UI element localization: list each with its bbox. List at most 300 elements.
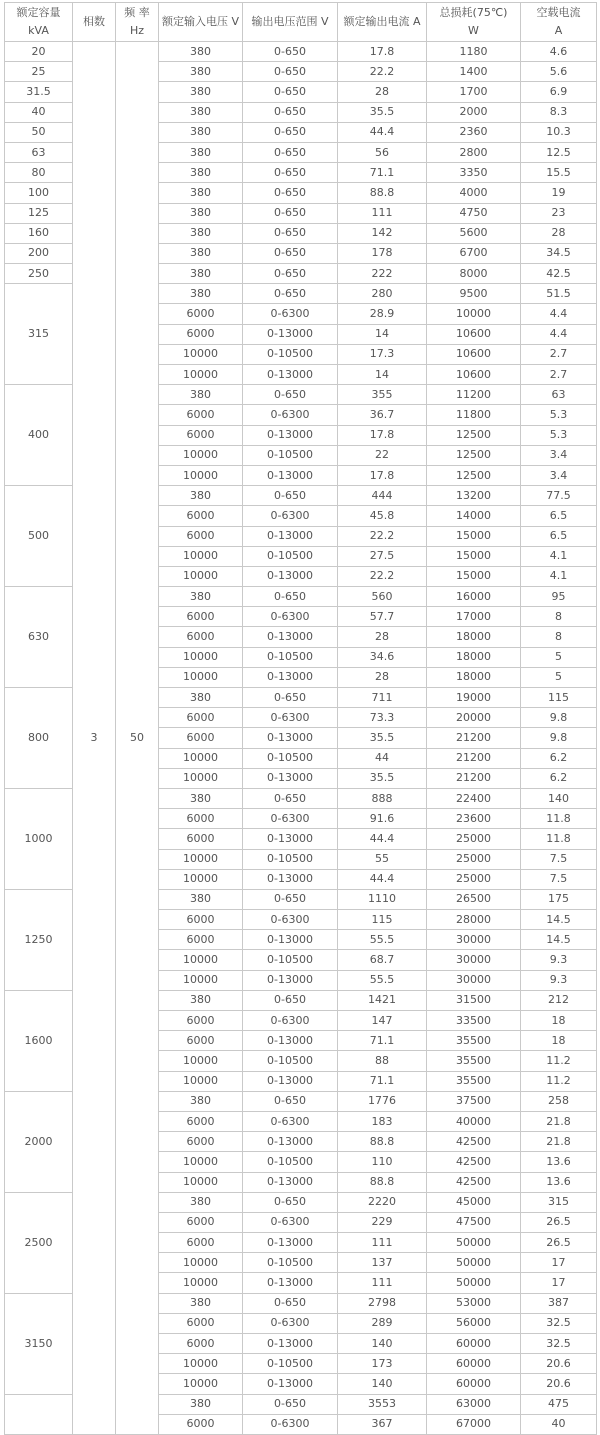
output-current-cell: 44 xyxy=(338,748,427,768)
input-voltage-cell: 6000 xyxy=(159,506,243,526)
output-voltage-range-cell: 0-10500 xyxy=(243,647,338,667)
capacity-cell: 3150 xyxy=(5,1293,73,1394)
total-loss-cell: 21200 xyxy=(427,748,521,768)
input-voltage-cell: 6000 xyxy=(159,910,243,930)
input-voltage-cell: 6000 xyxy=(159,627,243,647)
output-current-cell: 711 xyxy=(338,688,427,708)
no-load-current-cell: 14.5 xyxy=(521,930,597,950)
total-loss-cell: 47500 xyxy=(427,1212,521,1232)
no-load-current-cell: 77.5 xyxy=(521,486,597,506)
input-voltage-cell: 6000 xyxy=(159,1233,243,1253)
total-loss-cell: 6700 xyxy=(427,243,521,263)
no-load-current-cell: 15.5 xyxy=(521,163,597,183)
total-loss-cell: 14000 xyxy=(427,506,521,526)
no-load-current-cell: 9.3 xyxy=(521,950,597,970)
no-load-current-cell: 18 xyxy=(521,1011,597,1031)
output-voltage-range-cell: 0-6300 xyxy=(243,506,338,526)
output-current-cell: 140 xyxy=(338,1334,427,1354)
transformer-spec-table xyxy=(4,2,597,1435)
output-voltage-range-cell: 0-650 xyxy=(243,163,338,183)
total-loss-cell: 50000 xyxy=(427,1273,521,1293)
input-voltage-cell: 380 xyxy=(159,62,243,82)
output-current-cell: 34.6 xyxy=(338,647,427,667)
input-voltage-cell: 380 xyxy=(159,102,243,122)
total-loss-cell: 42500 xyxy=(427,1172,521,1192)
input-voltage-cell: 6000 xyxy=(159,1031,243,1051)
input-voltage-cell: 380 xyxy=(159,788,243,808)
input-voltage-cell: 10000 xyxy=(159,1273,243,1293)
no-load-current-cell: 32.5 xyxy=(521,1334,597,1354)
output-current-cell: 55.5 xyxy=(338,930,427,950)
input-voltage-cell: 380 xyxy=(159,486,243,506)
total-loss-cell: 35500 xyxy=(427,1071,521,1091)
output-current-cell: 14 xyxy=(338,365,427,385)
no-load-current-cell: 212 xyxy=(521,990,597,1010)
no-load-current-cell: 258 xyxy=(521,1091,597,1111)
output-voltage-range-cell: 0-650 xyxy=(243,223,338,243)
output-voltage-range-cell: 0-10500 xyxy=(243,546,338,566)
output-voltage-range-cell: 0-13000 xyxy=(243,1132,338,1152)
output-current-cell: 36.7 xyxy=(338,405,427,425)
output-current-cell: 22.2 xyxy=(338,566,427,586)
no-load-current-cell: 63 xyxy=(521,385,597,405)
input-voltage-cell: 380 xyxy=(159,1091,243,1111)
output-voltage-range-cell: 0-650 xyxy=(243,1091,338,1111)
header-frequency-unit: Hz xyxy=(129,24,145,37)
output-voltage-range-cell: 0-6300 xyxy=(243,1212,338,1232)
header-output-current xyxy=(338,3,427,42)
no-load-current-cell: 4.4 xyxy=(521,324,597,344)
output-voltage-range-cell: 0-6300 xyxy=(243,607,338,627)
total-loss-cell: 60000 xyxy=(427,1354,521,1374)
total-loss-cell: 10600 xyxy=(427,344,521,364)
output-voltage-range-cell: 0-650 xyxy=(243,142,338,162)
input-voltage-cell: 10000 xyxy=(159,365,243,385)
capacity-cell: 1250 xyxy=(5,889,73,990)
output-voltage-range-cell: 0-650 xyxy=(243,1394,338,1414)
output-current-cell: 55 xyxy=(338,849,427,869)
output-voltage-range-cell: 0-13000 xyxy=(243,465,338,485)
total-loss-cell: 35500 xyxy=(427,1031,521,1051)
no-load-current-cell: 7.5 xyxy=(521,869,597,889)
input-voltage-cell: 6000 xyxy=(159,829,243,849)
output-current-cell: 147 xyxy=(338,1011,427,1031)
output-current-cell: 2220 xyxy=(338,1192,427,1212)
total-loss-cell: 5600 xyxy=(427,223,521,243)
input-voltage-cell: 10000 xyxy=(159,1051,243,1071)
output-current-cell: 28 xyxy=(338,627,427,647)
capacity-cell: 2500 xyxy=(5,1192,73,1293)
output-current-cell: 1421 xyxy=(338,990,427,1010)
capacity-cell: 2000 xyxy=(5,1091,73,1192)
output-voltage-range-cell: 0-6300 xyxy=(243,809,338,829)
no-load-current-cell: 175 xyxy=(521,889,597,909)
output-current-cell: 91.6 xyxy=(338,809,427,829)
no-load-current-cell: 95 xyxy=(521,587,597,607)
input-voltage-cell: 10000 xyxy=(159,566,243,586)
total-loss-cell: 30000 xyxy=(427,970,521,990)
output-current-cell: 71.1 xyxy=(338,163,427,183)
total-loss-cell: 40000 xyxy=(427,1111,521,1131)
header-total-loss xyxy=(427,3,521,42)
output-voltage-range-cell: 0-10500 xyxy=(243,1253,338,1273)
input-voltage-cell: 380 xyxy=(159,142,243,162)
no-load-current-cell: 3.4 xyxy=(521,445,597,465)
output-current-cell: 57.7 xyxy=(338,607,427,627)
output-current-cell: 289 xyxy=(338,1313,427,1333)
input-voltage-cell: 10000 xyxy=(159,344,243,364)
no-load-current-cell: 20.6 xyxy=(521,1354,597,1374)
total-loss-cell: 30000 xyxy=(427,930,521,950)
total-loss-cell: 60000 xyxy=(427,1334,521,1354)
no-load-current-cell: 13.6 xyxy=(521,1172,597,1192)
input-voltage-cell: 10000 xyxy=(159,465,243,485)
header-frequency-name: 频 率 xyxy=(124,6,150,19)
total-loss-cell: 15000 xyxy=(427,546,521,566)
input-voltage-cell: 380 xyxy=(159,183,243,203)
output-current-cell: 888 xyxy=(338,788,427,808)
output-voltage-range-cell: 0-13000 xyxy=(243,829,338,849)
no-load-current-cell: 26.5 xyxy=(521,1233,597,1253)
output-current-cell: 14 xyxy=(338,324,427,344)
input-voltage-cell: 6000 xyxy=(159,728,243,748)
input-voltage-cell: 6000 xyxy=(159,425,243,445)
output-current-cell: 22 xyxy=(338,445,427,465)
total-loss-cell: 20000 xyxy=(427,708,521,728)
no-load-current-cell: 4.6 xyxy=(521,42,597,62)
input-voltage-cell: 380 xyxy=(159,587,243,607)
output-voltage-range-cell: 0-13000 xyxy=(243,1233,338,1253)
total-loss-cell: 53000 xyxy=(427,1293,521,1313)
total-loss-cell: 31500 xyxy=(427,990,521,1010)
no-load-current-cell: 9.8 xyxy=(521,708,597,728)
header-no-load-current-name: 空载电流 xyxy=(536,6,581,19)
capacity-cell: 25 xyxy=(5,62,73,82)
input-voltage-cell: 380 xyxy=(159,688,243,708)
total-loss-cell: 10600 xyxy=(427,365,521,385)
output-current-cell: 71.1 xyxy=(338,1071,427,1091)
input-voltage-cell: 10000 xyxy=(159,1172,243,1192)
capacity-cell: 160 xyxy=(5,223,73,243)
input-voltage-cell: 380 xyxy=(159,284,243,304)
header-phase xyxy=(73,3,116,42)
total-loss-cell: 13200 xyxy=(427,486,521,506)
input-voltage-cell: 6000 xyxy=(159,930,243,950)
output-voltage-range-cell: 0-13000 xyxy=(243,1273,338,1293)
total-loss-cell: 25000 xyxy=(427,849,521,869)
output-current-cell: 44.4 xyxy=(338,122,427,142)
no-load-current-cell: 4.4 xyxy=(521,304,597,324)
input-voltage-cell: 6000 xyxy=(159,1212,243,1232)
output-current-cell: 88.8 xyxy=(338,183,427,203)
total-loss-cell: 12500 xyxy=(427,465,521,485)
output-current-cell: 28 xyxy=(338,82,427,102)
input-voltage-cell: 380 xyxy=(159,990,243,1010)
no-load-current-cell: 26.5 xyxy=(521,1212,597,1232)
output-current-cell: 22.2 xyxy=(338,526,427,546)
no-load-current-cell: 11.8 xyxy=(521,829,597,849)
no-load-current-cell: 8 xyxy=(521,627,597,647)
no-load-current-cell: 4.1 xyxy=(521,546,597,566)
input-voltage-cell: 6000 xyxy=(159,405,243,425)
total-loss-cell: 26500 xyxy=(427,889,521,909)
total-loss-cell: 10000 xyxy=(427,304,521,324)
total-loss-cell: 23600 xyxy=(427,809,521,829)
capacity-cell: 31.5 xyxy=(5,82,73,102)
capacity-cell: 630 xyxy=(5,587,73,688)
output-current-cell: 22.2 xyxy=(338,62,427,82)
output-voltage-range-cell: 0-650 xyxy=(243,62,338,82)
input-voltage-cell: 10000 xyxy=(159,445,243,465)
no-load-current-cell: 7.5 xyxy=(521,849,597,869)
input-voltage-cell: 6000 xyxy=(159,1011,243,1031)
no-load-current-cell: 23 xyxy=(521,203,597,223)
output-current-cell: 137 xyxy=(338,1253,427,1273)
input-voltage-cell: 6000 xyxy=(159,1132,243,1152)
output-voltage-range-cell: 0-10500 xyxy=(243,1354,338,1374)
total-loss-cell: 60000 xyxy=(427,1374,521,1394)
input-voltage-cell: 10000 xyxy=(159,768,243,788)
output-voltage-range-cell: 0-13000 xyxy=(243,365,338,385)
no-load-current-cell: 11.8 xyxy=(521,809,597,829)
output-voltage-range-cell: 0-650 xyxy=(243,42,338,62)
output-voltage-range-cell: 0-13000 xyxy=(243,1031,338,1051)
total-loss-cell: 17000 xyxy=(427,607,521,627)
total-loss-cell: 2800 xyxy=(427,142,521,162)
output-voltage-range-cell: 0-650 xyxy=(243,102,338,122)
header-input-voltage xyxy=(159,3,243,42)
no-load-current-cell: 12.5 xyxy=(521,142,597,162)
output-voltage-range-cell: 0-6300 xyxy=(243,1111,338,1131)
output-current-cell: 111 xyxy=(338,203,427,223)
total-loss-cell: 18000 xyxy=(427,667,521,687)
output-current-cell: 17.3 xyxy=(338,344,427,364)
total-loss-cell: 18000 xyxy=(427,647,521,667)
output-voltage-range-cell: 0-13000 xyxy=(243,1071,338,1091)
output-voltage-range-cell: 0-6300 xyxy=(243,304,338,324)
output-current-cell: 44.4 xyxy=(338,829,427,849)
no-load-current-cell: 8.3 xyxy=(521,102,597,122)
input-voltage-cell: 380 xyxy=(159,385,243,405)
no-load-current-cell: 2.7 xyxy=(521,344,597,364)
no-load-current-cell: 2.7 xyxy=(521,365,597,385)
output-voltage-range-cell: 0-13000 xyxy=(243,869,338,889)
capacity-cell: 1600 xyxy=(5,990,73,1091)
total-loss-cell: 45000 xyxy=(427,1192,521,1212)
output-voltage-range-cell: 0-650 xyxy=(243,1192,338,1212)
total-loss-cell: 18000 xyxy=(427,627,521,647)
input-voltage-cell: 6000 xyxy=(159,526,243,546)
input-voltage-cell: 10000 xyxy=(159,869,243,889)
no-load-current-cell: 51.5 xyxy=(521,284,597,304)
total-loss-cell: 10600 xyxy=(427,324,521,344)
input-voltage-cell: 10000 xyxy=(159,1253,243,1273)
no-load-current-cell: 5 xyxy=(521,667,597,687)
input-voltage-cell: 6000 xyxy=(159,1111,243,1131)
output-voltage-range-cell: 0-650 xyxy=(243,203,338,223)
input-voltage-cell: 10000 xyxy=(159,1152,243,1172)
no-load-current-cell: 42.5 xyxy=(521,264,597,284)
input-voltage-cell: 10000 xyxy=(159,1354,243,1374)
input-voltage-cell: 380 xyxy=(159,264,243,284)
total-loss-cell: 4000 xyxy=(427,183,521,203)
no-load-current-cell: 115 xyxy=(521,688,597,708)
total-loss-cell: 1400 xyxy=(427,62,521,82)
total-loss-cell: 8000 xyxy=(427,264,521,284)
output-voltage-range-cell: 0-650 xyxy=(243,990,338,1010)
no-load-current-cell: 18 xyxy=(521,1031,597,1051)
output-current-cell: 178 xyxy=(338,243,427,263)
header-output-current-name: 额定输出电流 A xyxy=(343,15,421,28)
no-load-current-cell: 3.4 xyxy=(521,465,597,485)
total-loss-cell: 25000 xyxy=(427,829,521,849)
table-header xyxy=(5,3,597,42)
capacity-cell: 400 xyxy=(5,385,73,486)
output-current-cell: 73.3 xyxy=(338,708,427,728)
capacity-cell: 40 xyxy=(5,102,73,122)
no-load-current-cell: 40 xyxy=(521,1414,597,1434)
total-loss-cell: 21200 xyxy=(427,728,521,748)
output-current-cell: 183 xyxy=(338,1111,427,1131)
output-voltage-range-cell: 0-650 xyxy=(243,688,338,708)
output-voltage-range-cell: 0-650 xyxy=(243,1293,338,1313)
capacity-cell: 500 xyxy=(5,486,73,587)
output-voltage-range-cell: 0-6300 xyxy=(243,708,338,728)
total-loss-cell: 4750 xyxy=(427,203,521,223)
input-voltage-cell: 380 xyxy=(159,163,243,183)
output-current-cell: 110 xyxy=(338,1152,427,1172)
total-loss-cell: 22400 xyxy=(427,788,521,808)
output-current-cell: 1110 xyxy=(338,889,427,909)
input-voltage-cell: 6000 xyxy=(159,1334,243,1354)
input-voltage-cell: 6000 xyxy=(159,708,243,728)
total-loss-cell: 67000 xyxy=(427,1414,521,1434)
frequency-cell: 50 xyxy=(116,42,159,1435)
no-load-current-cell: 17 xyxy=(521,1253,597,1273)
input-voltage-cell: 380 xyxy=(159,889,243,909)
output-current-cell: 28 xyxy=(338,667,427,687)
output-voltage-range-cell: 0-6300 xyxy=(243,910,338,930)
no-load-current-cell: 8 xyxy=(521,607,597,627)
no-load-current-cell: 32.5 xyxy=(521,1313,597,1333)
output-voltage-range-cell: 0-10500 xyxy=(243,344,338,364)
total-loss-cell: 56000 xyxy=(427,1313,521,1333)
no-load-current-cell: 6.2 xyxy=(521,748,597,768)
output-current-cell: 229 xyxy=(338,1212,427,1232)
capacity-cell: 20 xyxy=(5,42,73,62)
input-voltage-cell: 6000 xyxy=(159,304,243,324)
input-voltage-cell: 10000 xyxy=(159,748,243,768)
phase-cell: 3 xyxy=(73,42,116,1435)
no-load-current-cell: 6.2 xyxy=(521,768,597,788)
output-current-cell: 222 xyxy=(338,264,427,284)
input-voltage-cell: 380 xyxy=(159,243,243,263)
header-total-loss-unit: W xyxy=(468,24,479,37)
no-load-current-cell: 6.9 xyxy=(521,82,597,102)
output-current-cell: 444 xyxy=(338,486,427,506)
total-loss-cell: 12500 xyxy=(427,445,521,465)
header-total-loss-name: 总损耗(75℃) xyxy=(439,6,508,19)
output-current-cell: 3553 xyxy=(338,1394,427,1414)
input-voltage-cell: 380 xyxy=(159,1394,243,1414)
no-load-current-cell: 140 xyxy=(521,788,597,808)
capacity-cell: 63 xyxy=(5,142,73,162)
total-loss-cell: 3350 xyxy=(427,163,521,183)
output-current-cell: 17.8 xyxy=(338,465,427,485)
total-loss-cell: 42500 xyxy=(427,1152,521,1172)
table-row xyxy=(5,42,597,62)
no-load-current-cell: 20.6 xyxy=(521,1374,597,1394)
no-load-current-cell: 6.5 xyxy=(521,526,597,546)
no-load-current-cell: 14.5 xyxy=(521,910,597,930)
total-loss-cell: 16000 xyxy=(427,587,521,607)
output-voltage-range-cell: 0-10500 xyxy=(243,445,338,465)
header-no-load-current xyxy=(521,3,597,42)
output-voltage-range-cell: 0-650 xyxy=(243,385,338,405)
output-current-cell: 35.5 xyxy=(338,728,427,748)
total-loss-cell: 1180 xyxy=(427,42,521,62)
output-current-cell: 45.8 xyxy=(338,506,427,526)
no-load-current-cell: 28 xyxy=(521,223,597,243)
total-loss-cell: 9500 xyxy=(427,284,521,304)
total-loss-cell: 37500 xyxy=(427,1091,521,1111)
input-voltage-cell: 10000 xyxy=(159,546,243,566)
total-loss-cell: 63000 xyxy=(427,1394,521,1414)
header-capacity-name: 额定容量 xyxy=(16,6,61,19)
no-load-current-cell: 5 xyxy=(521,647,597,667)
input-voltage-cell: 380 xyxy=(159,122,243,142)
no-load-current-cell: 475 xyxy=(521,1394,597,1414)
header-capacity xyxy=(5,3,73,42)
total-loss-cell: 33500 xyxy=(427,1011,521,1031)
output-voltage-range-cell: 0-13000 xyxy=(243,425,338,445)
no-load-current-cell: 21.8 xyxy=(521,1111,597,1131)
output-current-cell: 55.5 xyxy=(338,970,427,990)
input-voltage-cell: 10000 xyxy=(159,849,243,869)
output-current-cell: 27.5 xyxy=(338,546,427,566)
output-current-cell: 280 xyxy=(338,284,427,304)
capacity-cell: 50 xyxy=(5,122,73,142)
output-voltage-range-cell: 0-650 xyxy=(243,889,338,909)
output-voltage-range-cell: 0-13000 xyxy=(243,324,338,344)
total-loss-cell: 19000 xyxy=(427,688,521,708)
no-load-current-cell: 4.1 xyxy=(521,566,597,586)
output-current-cell: 88.8 xyxy=(338,1132,427,1152)
output-voltage-range-cell: 0-13000 xyxy=(243,728,338,748)
output-current-cell: 115 xyxy=(338,910,427,930)
input-voltage-cell: 6000 xyxy=(159,809,243,829)
no-load-current-cell: 5.3 xyxy=(521,425,597,445)
output-voltage-range-cell: 0-10500 xyxy=(243,748,338,768)
output-voltage-range-cell: 0-13000 xyxy=(243,930,338,950)
output-voltage-range-cell: 0-10500 xyxy=(243,950,338,970)
input-voltage-cell: 10000 xyxy=(159,667,243,687)
capacity-cell: 250 xyxy=(5,264,73,284)
total-loss-cell: 11800 xyxy=(427,405,521,425)
no-load-current-cell: 34.5 xyxy=(521,243,597,263)
input-voltage-cell: 6000 xyxy=(159,1313,243,1333)
capacity-cell: 125 xyxy=(5,203,73,223)
capacity-cell: 800 xyxy=(5,688,73,789)
input-voltage-cell: 10000 xyxy=(159,647,243,667)
no-load-current-cell: 6.5 xyxy=(521,506,597,526)
no-load-current-cell: 10.3 xyxy=(521,122,597,142)
no-load-current-cell: 11.2 xyxy=(521,1051,597,1071)
no-load-current-cell: 11.2 xyxy=(521,1071,597,1091)
header-input-voltage-name: 额定输入电压 V xyxy=(161,15,240,28)
output-voltage-range-cell: 0-650 xyxy=(243,486,338,506)
output-current-cell: 88 xyxy=(338,1051,427,1071)
